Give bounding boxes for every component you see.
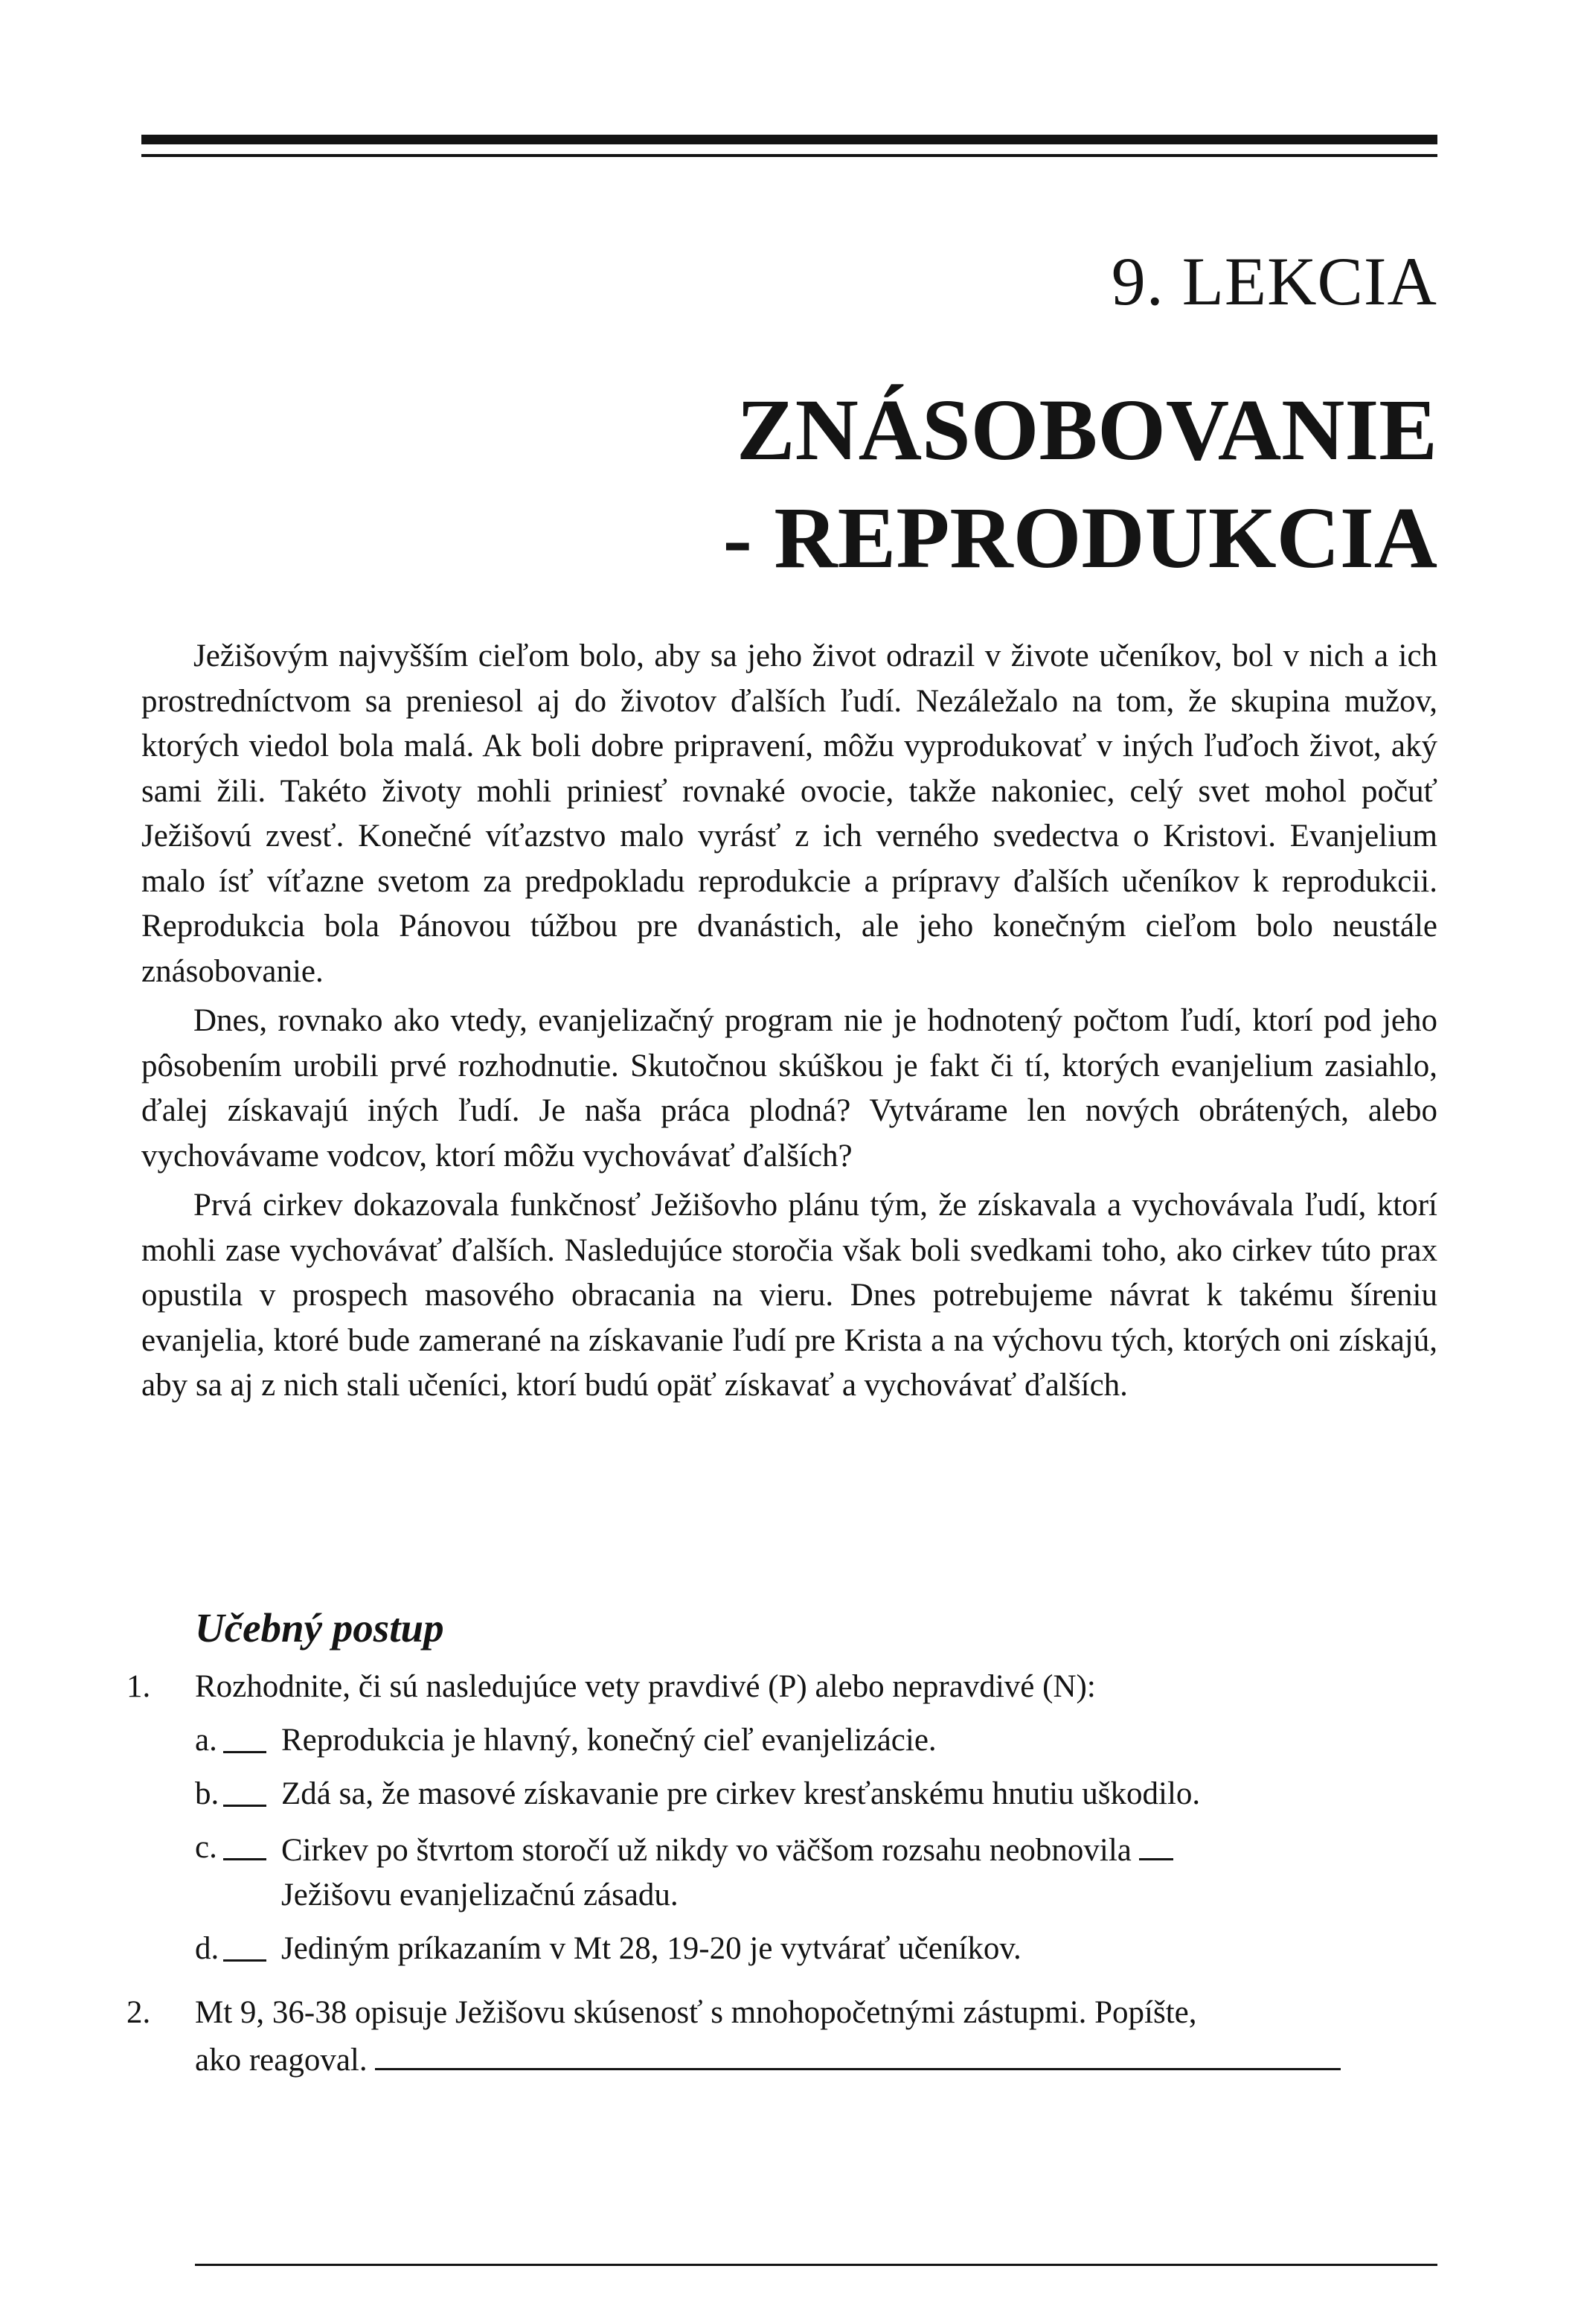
lesson-number: 9. LEKCIA	[1111, 243, 1437, 319]
question-1-number: 1.	[126, 1669, 151, 1704]
item-text-continued: Ježišovu evanjelizačnú zásadu.	[281, 1878, 679, 1912]
question-2-number: 2.	[126, 1995, 151, 2030]
question-1-item-a	[195, 1718, 1437, 1763]
question-2-text: Mt 9, 36-38 opisuje Ježišovu skúsenosť s mnohopočetnými zástupmi. Popíšte,	[195, 1995, 1197, 2030]
paragraph-2: Dnes, rovnako ako vtedy, evanjelizačný program nie je hodnotený počtom ľudí, ktorí pod jeho pôsobením urobili prvé rozhodnutie. Skutočnou skúškou je fakt či tí, ktorých evanjelium zasiahlo, ďalej získavajú iných ľudí. Je naša práca plodná? Vytvárame len nových obrátených, alebo vychovávame vodcov, ktorí môžu vychovávať ďalších?	[141, 1003, 1437, 1174]
question-2-text-continued: ako reagoval.	[195, 2043, 368, 2078]
question-1-item-b	[195, 1772, 1437, 1816]
lesson-title	[723, 376, 1437, 592]
question-1-item-d	[195, 1927, 1437, 1971]
item-text: Jediným príkazaním v Mt 28, 19-20 je vytvárať učeníkov.	[281, 1931, 1022, 1966]
answer-blank-c[interactable]	[223, 1825, 266, 1860]
answer-blank-b[interactable]	[223, 1772, 266, 1807]
item-text: Reprodukcia je hlavný, konečný cieľ evanjelizácie.	[281, 1723, 937, 1758]
answer-line-2[interactable]	[195, 2264, 1437, 2266]
question-1	[126, 1665, 1437, 1709]
answer-blank-d[interactable]	[223, 1927, 266, 1962]
paragraph-1: Ježišovým najvyšším cieľom bolo, aby sa jeho život odrazil v živote učeníkov, bol v nich a ich prostredníctvom sa preniesol aj do životov ďalších ľudí. Nezáležalo na tom, že skupina mužov, ktorých viedol bola malá. Ak boli dobre pripravení, môžu vyprodukovať v iných ľuďoch život, aký sami žili. Takéto životy mohli priniesť rovnaké ovocie, takže nakoniec, celý svet mohol počuť Ježišovú zvesť. Konečné víťazstvo malo vyrásť z ich verného svedectva o Kristovi. Evanjelium malo ísť víťazne svetom za predpokladu reprodukcie a prípravy ďalších učeníkov k reprodukcii. Reprodukcia bola Pánovou túžbou pre dvanástich, ale jeho konečným cieľom bolo neustále znásobovanie.	[141, 638, 1437, 989]
body-text	[141, 634, 1437, 1413]
item-text: Zdá sa, že masové získavanie pre cirkev kresťanskému hnutiu uškodilo.	[281, 1776, 1201, 1811]
question-1-text: Rozhodnite, či sú nasledujúce vety pravdivé (P) alebo nepravdivé (N):	[195, 1669, 1096, 1704]
item-letter: d.	[195, 1931, 219, 1966]
question-1-items	[195, 1718, 1437, 1971]
header-rule-thin	[141, 154, 1437, 157]
answer-line-1[interactable]	[375, 2035, 1341, 2070]
answer-blank-c-trailing[interactable]	[1139, 1825, 1173, 1860]
question-2	[126, 1991, 1437, 2083]
section-heading: Učebný postup	[195, 1605, 444, 1651]
item-letter: b.	[195, 1776, 219, 1811]
header-rule-thick	[141, 135, 1437, 144]
lesson-title-line-1: ZNÁSOBOVANIE	[736, 381, 1437, 478]
answer-blank-a[interactable]	[223, 1718, 266, 1753]
item-letter: c.	[195, 1830, 217, 1865]
question-2-text-wrap	[195, 1991, 1437, 2083]
exercise-list	[126, 1665, 1437, 2083]
lesson-title-line-2: - REPRODUKCIA	[722, 489, 1437, 586]
paragraph-3: Prvá cirkev dokazovala funkčnosť Ježišovho plánu tým, že získavala a vychovávala ľudí, ktorí mohli zase vychovávať ďalších. Nasledujúce storočia však boli svedkami toho, ako cirkev túto prax opustila v prospech masového obracania na vieru. Dnes potrebujeme návrat k takému šíreniu evanjelia, ktoré bude zamerané na získavanie ľudí pre Krista a na výchovu tých, ktorých oni získajú, aby sa aj z nich stali učeníci, ktorí budú opäť získavať a vychovávať ďalších.	[141, 1188, 1437, 1403]
item-text: Cirkev po štvrtom storočí už nikdy vo väčšom rozsahu neobnovila	[281, 1833, 1132, 1868]
item-letter: a.	[195, 1723, 217, 1758]
question-1-item-c	[195, 1825, 1437, 1918]
item-text-wrap	[281, 1825, 1437, 1918]
